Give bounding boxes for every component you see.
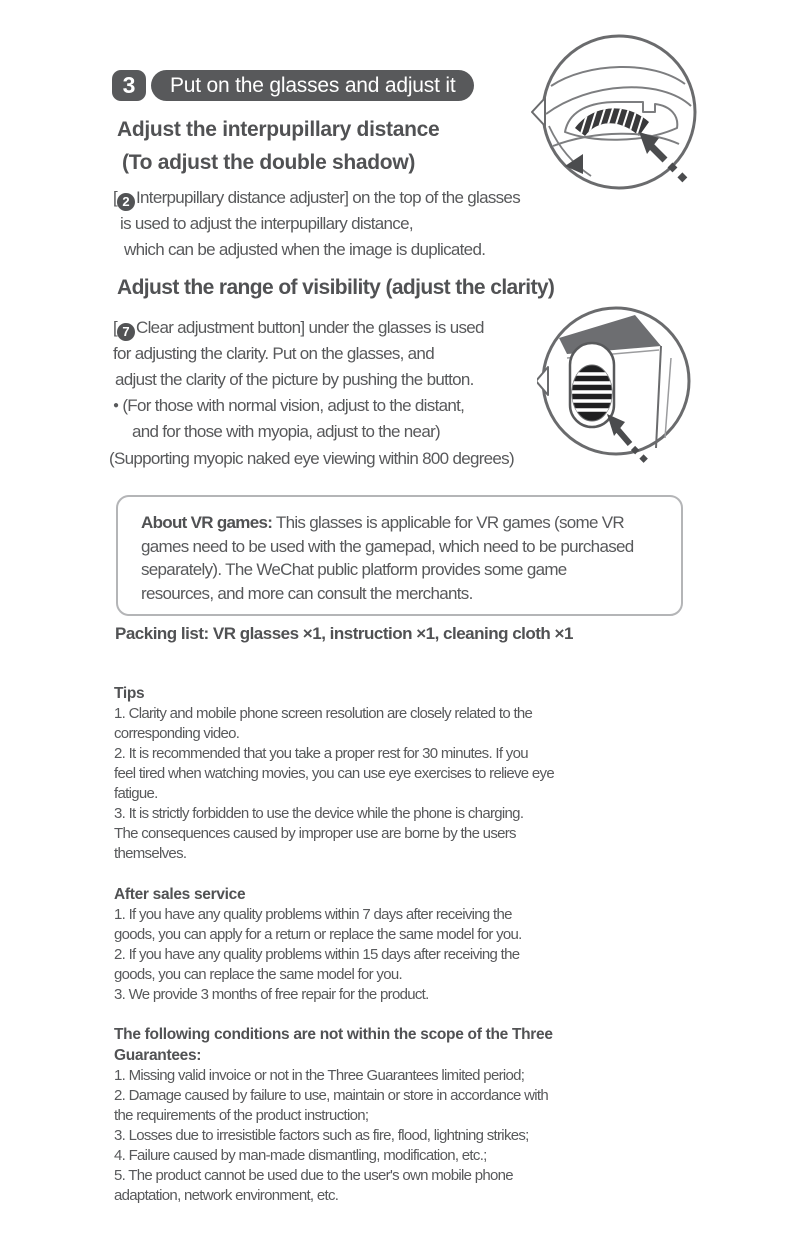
guarantees-line: the requirements of the product instruction;: [114, 1107, 369, 1124]
ipd-heading-line2: (To adjust the double shadow): [122, 151, 416, 174]
vr-box-line3: separately). The WeChat public platform provides some game: [141, 560, 567, 579]
ipd-body-line3: which can be adjusted when the image is duplicated.: [124, 240, 486, 259]
vr-box-line1-text: This glasses is applicable for VR games (some VR: [272, 513, 625, 532]
circled-7-icon: 7: [117, 323, 135, 341]
ipd-dial-drawing: [531, 30, 703, 198]
ipd-heading-line1: Adjust the interpupillary distance: [117, 118, 440, 141]
ipd-dial-illustration: [531, 30, 703, 198]
clarity-body-line5: and for those with myopia, adjust to the near): [132, 422, 440, 441]
guarantees-line: adaptation, network environment, etc.: [114, 1187, 339, 1204]
tips-line: 3. It is strictly forbidden to use the device while the phone is charging.: [114, 805, 524, 822]
tips-line: corresponding video.: [114, 725, 240, 742]
ipd-body-line1-text: Interpupillary distance adjuster] on the top of the glasses: [136, 188, 520, 207]
clarity-body-line4: [113, 396, 464, 416]
guarantees-line: 1. Missing valid invoice or not in the Three Guarantees limited period;: [114, 1067, 525, 1084]
tips-heading: Tips: [114, 685, 145, 702]
bracket-open: [: [113, 188, 118, 207]
vr-box-line2: games need to be used with the gamepad, which need to be purchased: [141, 536, 634, 556]
clarity-body-line1: [113, 318, 484, 341]
vr-games-note-box: [116, 495, 683, 616]
step-header: [112, 70, 474, 101]
vr-box-line1: [141, 511, 673, 535]
clarity-body-line1-text: Clear adjustment button] under the glasses is used: [136, 318, 484, 337]
clarity-body-line2: for adjusting the clarity. Put on the glasses, and: [113, 344, 434, 363]
guarantees-line: 4. Failure caused by man-made dismantling, modification, etc.;: [114, 1147, 487, 1164]
clarity-body-line4-text: (For those with normal vision, adjust to the distant,: [122, 396, 465, 415]
guarantees-line: 2. Damage caused by failure to use, maintain or store in accordance with: [114, 1087, 549, 1104]
tips-line: 1. Clarity and mobile phone screen resolution are closely related to the: [114, 705, 533, 722]
step-title-pill: Put on the glasses and adjust it: [151, 70, 474, 101]
circled-2-icon: 2: [117, 193, 135, 211]
tips-line: themselves.: [114, 845, 187, 862]
after-sales-line: goods, you can replace the same model for you.: [114, 966, 402, 983]
clarity-heading: Adjust the range of visibility (adjust the clarity): [117, 276, 555, 299]
ipd-body-line2: is used to adjust the interpupillary distance,: [120, 214, 413, 233]
clarity-body-line6: (Supporting myopic naked eye viewing within 800 degrees): [109, 449, 514, 468]
guarantees-section: [114, 1024, 553, 1206]
vr-box-label: About VR games:: [141, 513, 273, 532]
guarantees-line: 3. Losses due to irresistible factors such as fire, flood, lightning strikes;: [114, 1127, 529, 1144]
packing-list: Packing list: VR glasses ×1, instruction ×1, cleaning cloth ×1: [115, 624, 573, 643]
tips-line: fatigue.: [114, 785, 158, 802]
tips-line: feel tired when watching movies, you can use eye exercises to relieve eye: [114, 765, 554, 782]
ipd-body-line1: [113, 188, 520, 211]
after-sales-section: [114, 884, 522, 1005]
after-sales-line: goods, you can apply for a return or replace the same model for you.: [114, 926, 522, 943]
after-sales-heading: After sales service: [114, 886, 246, 903]
guarantees-heading-line2: Guarantees:: [114, 1047, 202, 1064]
guarantees-heading-line1: The following conditions are not within the scope of the Three: [114, 1026, 553, 1043]
tips-line: 2. It is recommended that you take a proper rest for 30 minutes. If you: [114, 745, 528, 762]
vr-box-line4: resources, and more can consult the merchants.: [141, 583, 473, 603]
clarity-button-drawing: [537, 302, 695, 464]
after-sales-line: 1. If you have any quality problems within 7 days after receiving the: [114, 906, 512, 923]
bracket-open: [: [113, 318, 118, 337]
step-number-badge: 3: [112, 70, 146, 101]
clarity-body-line3: adjust the clarity of the picture by pushing the button.: [115, 370, 474, 389]
guarantees-line: 5. The product cannot be used due to the user's own mobile phone: [114, 1167, 513, 1184]
after-sales-line: 2. If you have any quality problems within 15 days after receiving the: [114, 946, 520, 963]
tips-line: The consequences caused by improper use are borne by the users: [114, 825, 516, 842]
after-sales-line: 3. We provide 3 months of free repair for the product.: [114, 986, 429, 1003]
tips-section: [114, 683, 554, 864]
bullet-icon: ●: [113, 400, 119, 411]
clarity-button-illustration: [537, 302, 695, 464]
